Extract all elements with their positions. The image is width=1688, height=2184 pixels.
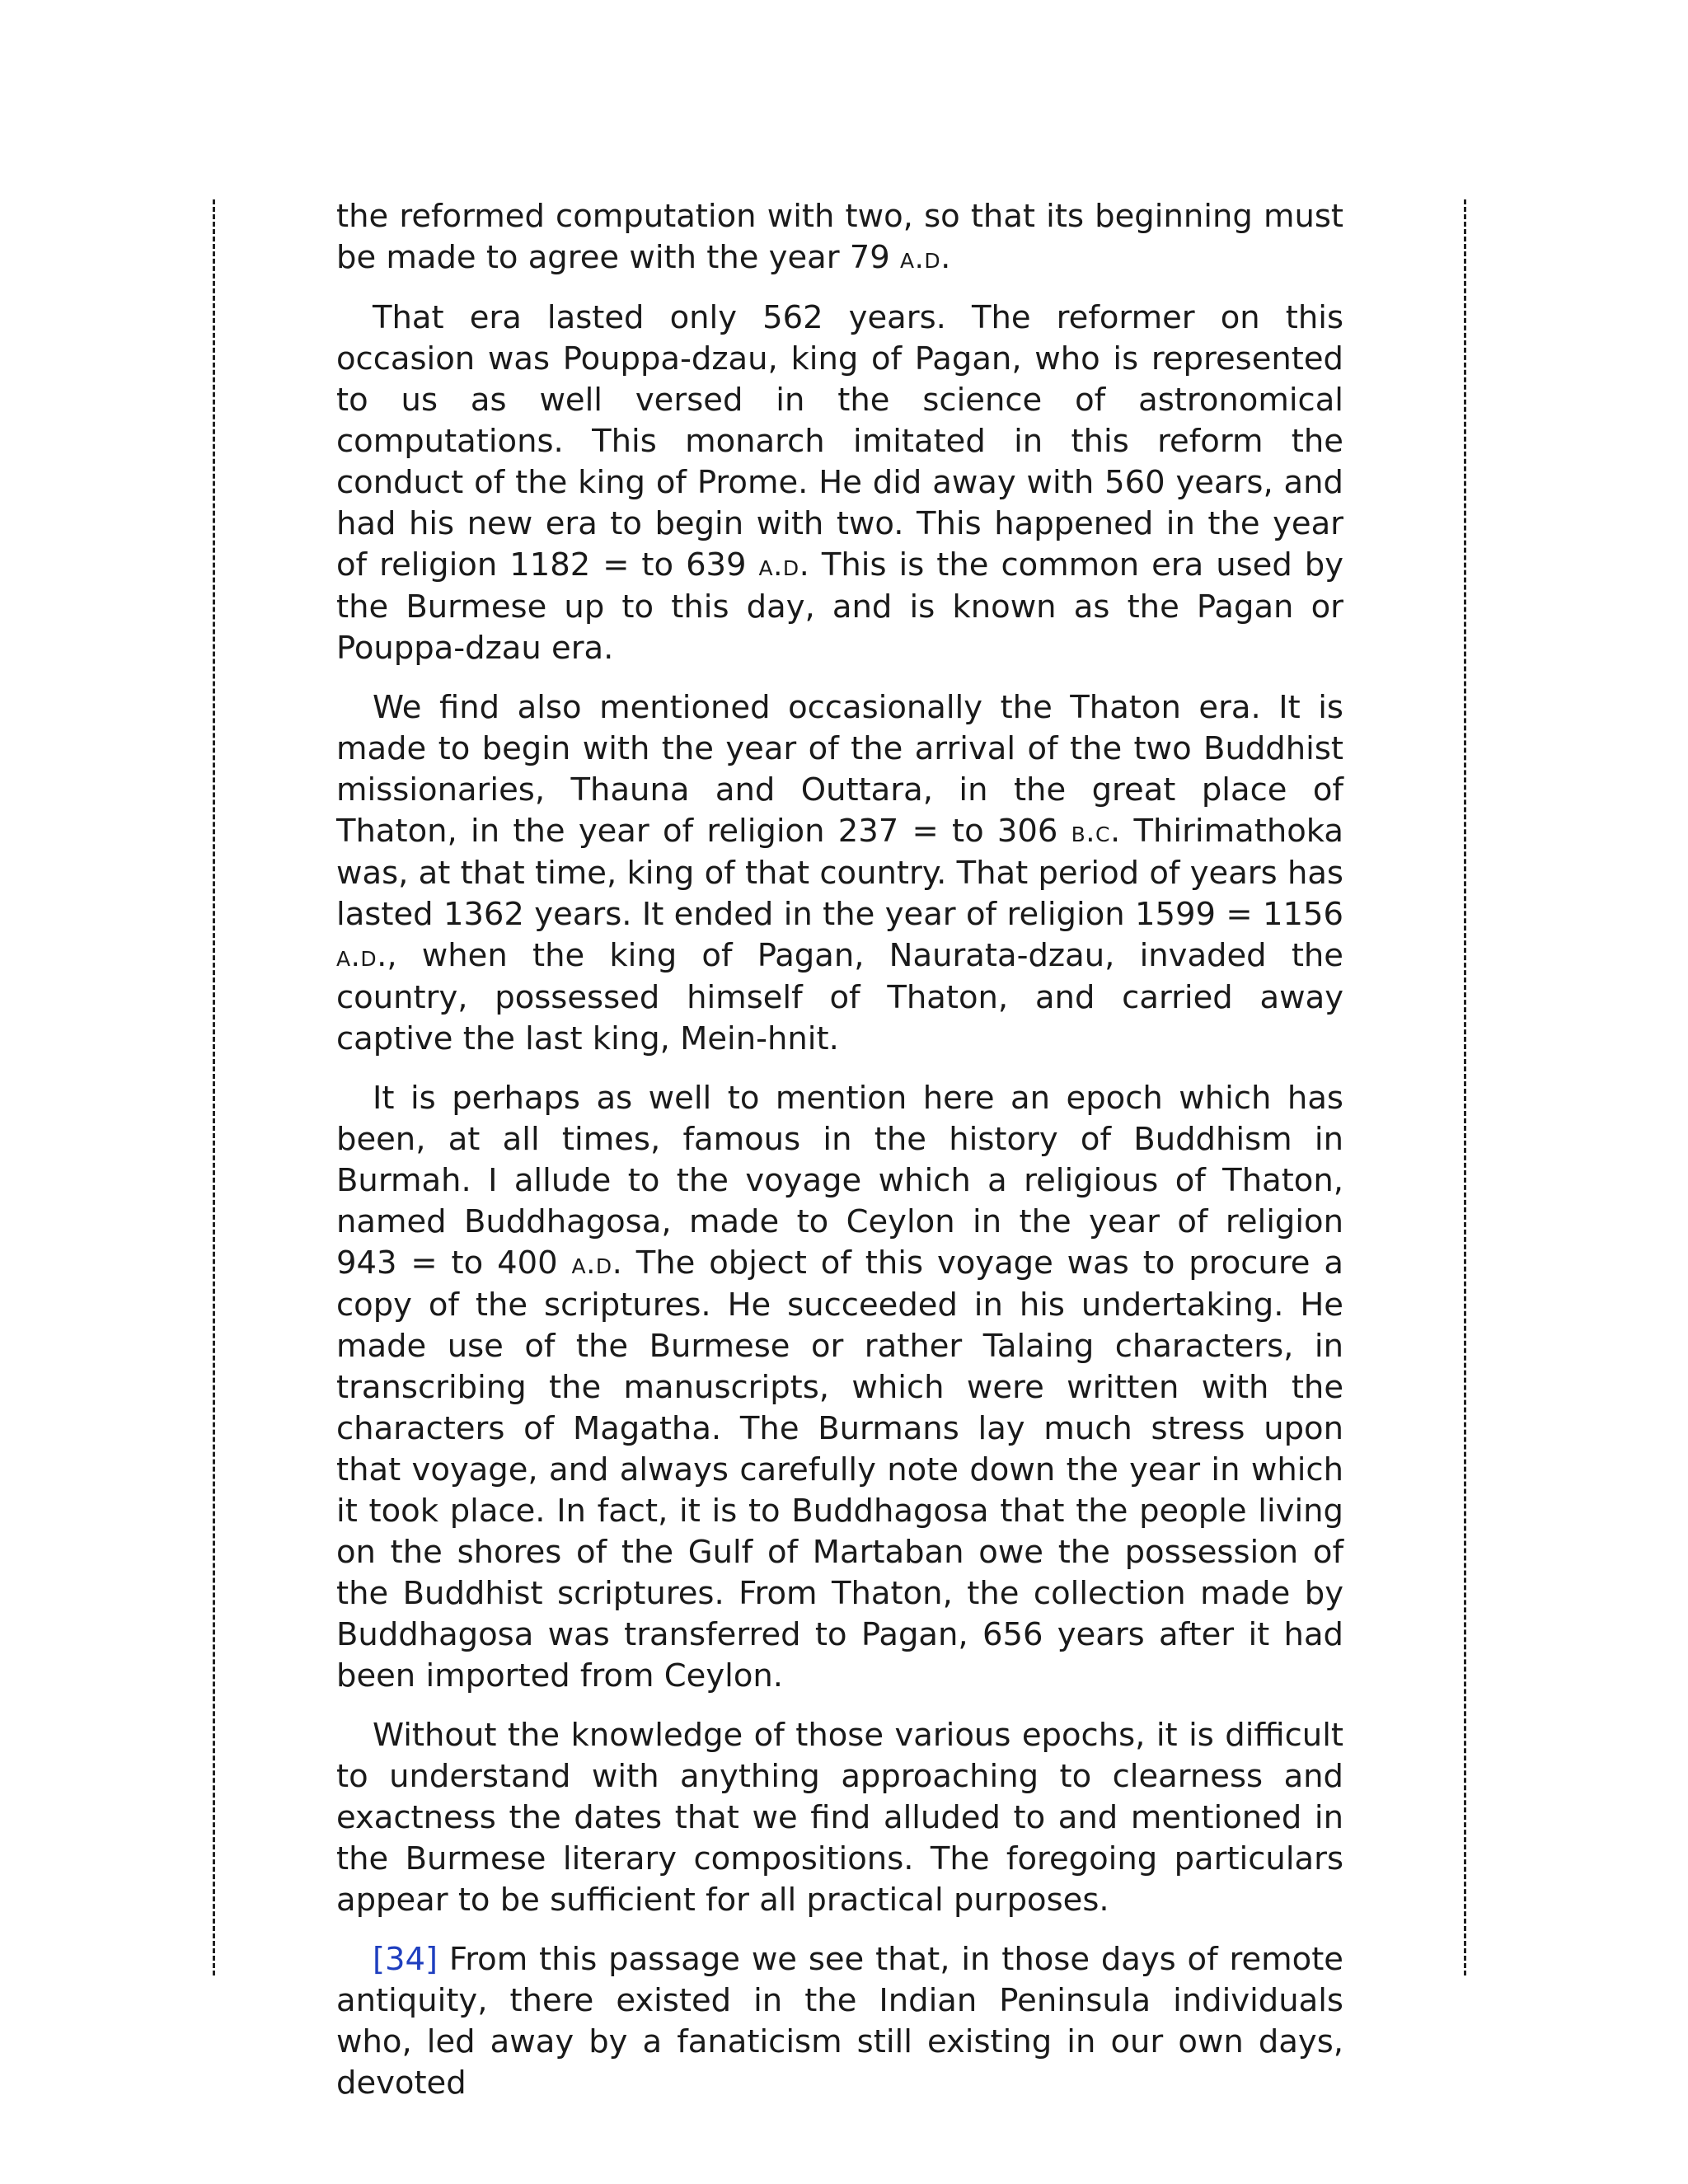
text-run: . This is the common era used by the Burmese up to this day, and is known as the Pagan or Pouppa-dzau era. (336, 546, 1343, 667)
paragraph (336, 1078, 1343, 1697)
paragraph (336, 1715, 1343, 1921)
era-abbreviation: a.d (336, 940, 377, 973)
text-run: . The object of this voyage was to procure a copy of the scriptures. He succeeded in his undertaking. He made use of the Burmese or rather Talaing characters, in transcribing the manuscripts, which were written with the characters of Magatha. The Burmans lay much stress upon that voyage, and always carefully note down the year in which it took place. In fact, it is to Buddhagosa that the people living on the shores of the Gulf of Martaban owe the possession of the Buddhist scriptures. From Thaton, the collection made by Buddhagosa was transferred to Pagan, 656 years after it had been imported from Ceylon. (336, 1244, 1343, 1694)
text-run: From this passage we see that, in those days of remote antiquity, there existed in the Indian Peninsula individuals who, led away by a fanaticism still existing in our own days, devoted (336, 1941, 1343, 2102)
era-abbreviation: a.d (571, 1247, 612, 1281)
era-abbreviation: b.c (1071, 815, 1110, 849)
text-run: It is perhaps as well to mention here an epoch which has been, at all times, famous in the history of Buddhism in Burmah. I allude to the voyage which a religious of Thaton, named Buddhagosa, made to Ceylon in the year of religion 943 = to 400 (336, 1080, 1343, 1282)
text-run: . Thirimathoka was, at that time, king of that country. That period of years has lasted 1362 years. It ended in the year of religion 1599 = 1156 (336, 813, 1343, 933)
text-run: ., when the king of Pagan, Naurata-dzau, invaded the country, possessed himself of Thaton, and carried away captive the last king, Mein-hnit. (336, 937, 1343, 1057)
page-border-right (1464, 199, 1466, 1975)
paragraph (336, 687, 1343, 1060)
text-run: We find also mentioned occasionally the Thaton era. It is made to begin with the year of the arrival of the two Buddhist missionaries, Thauna and Outtara, in the great place of Thaton, in the year of religion 237 = to 306 (336, 689, 1343, 850)
paragraph (336, 298, 1343, 669)
paragraph (336, 1939, 1343, 2104)
era-abbreviation: a.d (900, 241, 941, 275)
text-run: Without the knowledge of those various epochs, it is difficult to understand with anything approaching to clearness and exactness the dates that we find alluded to and mentioned in the Burmese literary compositions. The foregoing particulars appear to be sufficient for all practical purposes. (336, 1717, 1343, 1919)
era-abbreviation: a.d (758, 549, 799, 583)
paragraph-continuation (336, 196, 1343, 279)
text-column (336, 196, 1343, 2122)
text-run: the reformed computation with two, so that its beginning must be made to agree with the year 79 (336, 198, 1343, 276)
footnote-link-34[interactable]: [34] (373, 1941, 438, 1978)
text-run: . (940, 239, 951, 276)
text-run: That era lasted only 562 years. The reformer on this occasion was Pouppa-dzau, king of Pagan, who is represented to us as well versed in the science of astronomical computations. This monarch imitated in this reform the conduct of the king of Prome. He did away with 560 years, and had his new era to begin with two. This happened in the year of religion 1182 = to 639 (336, 299, 1343, 583)
page-border-left (213, 199, 215, 1975)
